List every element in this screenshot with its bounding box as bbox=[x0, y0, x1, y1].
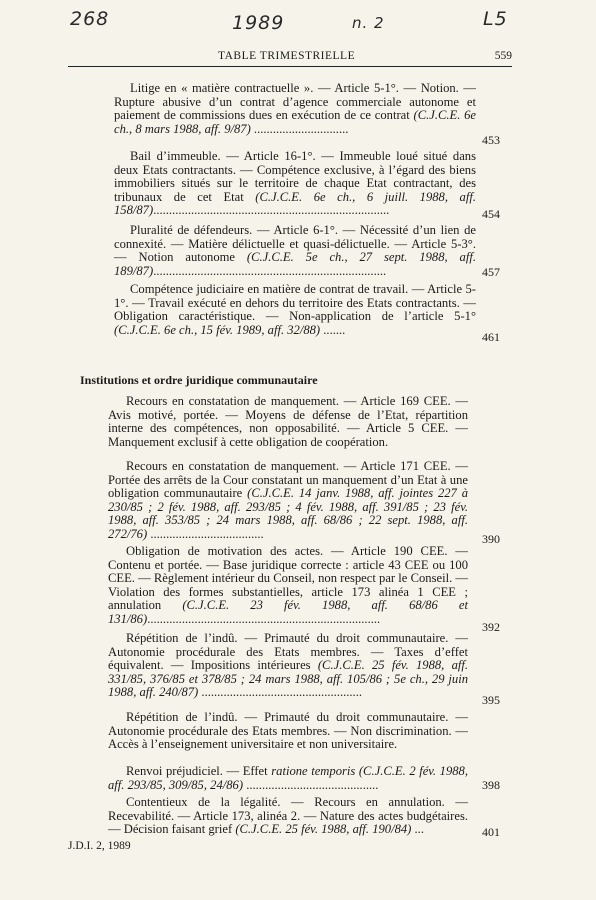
entry-text: Litige en « matière contractuelle ». — Article 5-1°. — Notion. — Rupture abusive d’un contrat d’agence commerciale autonome et paiement de commissions dues en exécution de ce contrat bbox=[114, 81, 476, 123]
handwritten-note-year: 1989 bbox=[232, 12, 285, 34]
entry-text: Recours en constatation de manquement. — Article 169 CEE. — Avis motivé, portée. — Moyens de défense de l’Etat, répartition interne des compétences, non opposabilité. — Article 5 CEE. — Manquement exclusif à cette obligation de coopération. bbox=[108, 394, 468, 449]
entry-page-number: 395 bbox=[482, 693, 500, 707]
entry-text: Bail d’immeuble. — Article 16-1°. — Immeuble loué situé dans deux Etats contractants. — Compétence exclusive, à l’égard des biens immobiliers situés sur le territoire de chaque Etat contractant, des tribunaux de cet Etat bbox=[114, 149, 476, 204]
entry-page-number: 454 bbox=[482, 207, 500, 221]
entry-citation: (C.J.C.E. 14 janv. 1988, aff. jointes 227 à 230/85 ; 2 fév. 1988, aff. 293/85 ; 4 fév. 1988, aff. 391/85 ; 23 fév. 1988, aff. 353/85 ; 24 mars 1988, aff. 68/86 ; 22 sept. 1988, aff. 272/76) bbox=[108, 486, 468, 541]
index-entry bbox=[114, 82, 476, 136]
entry-text: Pluralité de défendeurs. — Article 6-1°. — Nécessité d’un lien de connexité. — Matière délictuelle et quasi-délictuelle. — Article 5-3°. — Notion autonome bbox=[114, 223, 476, 265]
entry-leader: .............................. bbox=[250, 121, 349, 136]
entry-citation: ratione temporis (C.J.C.E. 2 fév. 1988, aff. 293/85, 309/85, 24/86) bbox=[108, 764, 468, 792]
entry-leader: .................................... bbox=[147, 526, 264, 541]
index-entry bbox=[108, 632, 468, 700]
header-page-number: 559 bbox=[494, 50, 512, 62]
index-entry bbox=[114, 150, 476, 218]
index-entry bbox=[108, 460, 468, 542]
page-header bbox=[68, 48, 512, 67]
handwritten-note-issue: n. 2 bbox=[352, 14, 385, 32]
entry-page-number: 401 bbox=[482, 825, 500, 839]
index-entry bbox=[108, 545, 468, 627]
entry-text: Répétition de l’indû. — Primauté du droit communautaire. — Autonomie procédurale des Etats membres. — Taxes d’effet équivalent. — Impositions intérieures bbox=[108, 631, 468, 673]
entry-citation: (C.J.C.E. 25 fév. 1988, aff. 331/85, 376/85 et 378/85 ; 24 mars 1988, aff. 105/86 ; 5e ch., 29 juin 1988, aff. 240/87) bbox=[108, 658, 469, 700]
entry-citation: (C.J.C.E. 23 fév. 1988, aff. 68/86 et 131/86) bbox=[108, 598, 468, 626]
index-entry bbox=[114, 283, 476, 337]
entry-page-number: 453 bbox=[482, 133, 500, 147]
entry-text: Contentieux de la légalité. — Recours en annulation. — Recevabilité. — Article 173, alinéa 2. — Nature des actes budgétaires. — Décision faisant grief bbox=[108, 795, 468, 837]
entry-citation: (C.J.C.E. 5e ch., 27 sept. 1988, aff. 189/87) bbox=[114, 250, 476, 278]
index-entry bbox=[114, 224, 476, 278]
entry-citation: (C.J.C.E. 6e ch., 15 fév. 1989, aff. 32/88) bbox=[114, 322, 321, 337]
entry-page-number: 461 bbox=[482, 330, 500, 344]
section-title: Institutions et ordre juridique communautaire bbox=[80, 373, 318, 387]
entry-text: Répétition de l’indû. — Primauté du droit communautaire. — Autonomie procédurale des Etats membres. — Non discrimination. — Accès à l’enseignement universitaire et non universitaire. bbox=[108, 710, 468, 752]
entry-text: Renvoi préjudiciel. — Effet bbox=[126, 764, 268, 778]
entry-text: Compétence judiciaire en matière de contrat de travail. — Article 5-1°. — Travail exécuté en dehors du territoire des Etats contractants. — Obligation caractéristique. — Non-application de l’article 5-1° bbox=[114, 282, 476, 324]
entry-page-number: 390 bbox=[482, 532, 500, 546]
entry-leader: ... bbox=[411, 822, 424, 837]
index-entry bbox=[108, 711, 468, 752]
entry-page-number: 398 bbox=[482, 778, 500, 792]
entry-text: Recours en constatation de manquement. — Article 171 CEE. — Portée des arrêts de la Cour constatant un manquement d’un Etat à une obligation communautaire bbox=[108, 459, 468, 501]
entry-leader: .......................................................................... bbox=[147, 611, 381, 626]
entry-citation: (C.J.C.E. 25 fév. 1988, aff. 190/84) bbox=[235, 822, 412, 837]
index-entry bbox=[108, 765, 468, 792]
index-entry bbox=[108, 796, 468, 837]
handwritten-note-right: L5 bbox=[483, 8, 508, 30]
entry-page-number: 457 bbox=[482, 265, 500, 279]
entry-leader: ....... bbox=[320, 322, 346, 337]
entry-page-number: 392 bbox=[482, 620, 500, 634]
entry-leader: .......................................... bbox=[243, 777, 379, 792]
entry-leader: ................................................... bbox=[198, 685, 362, 700]
index-entry bbox=[108, 395, 468, 449]
header-title: TABLE TRIMESTRIELLE bbox=[218, 50, 356, 62]
entry-leader: ........................................................................... bbox=[153, 203, 390, 218]
entry-text: Obligation de motivation des actes. — Article 190 CEE. — Contenu et portée. — Base juridique correcte : article 43 CEE ou 100 CEE. — Règlement intérieur du Conseil, non respect par le Conseil. — Violation des formes substantielles, article 173 alinéa 1 CEE ; annulation bbox=[108, 544, 468, 613]
handwritten-note-left: 268 bbox=[70, 8, 110, 30]
entry-leader: .......................................................................... bbox=[153, 263, 387, 278]
footer-journal-ref: J.D.I. 2, 1989 bbox=[68, 840, 131, 852]
entry-citation: (C.J.C.E. 6e ch., 6 juill. 1988, aff. 158/87) bbox=[114, 189, 476, 218]
entry-citation: (C.J.C.E. 6e ch., 8 mars 1988, aff. 9/87) bbox=[114, 108, 477, 136]
